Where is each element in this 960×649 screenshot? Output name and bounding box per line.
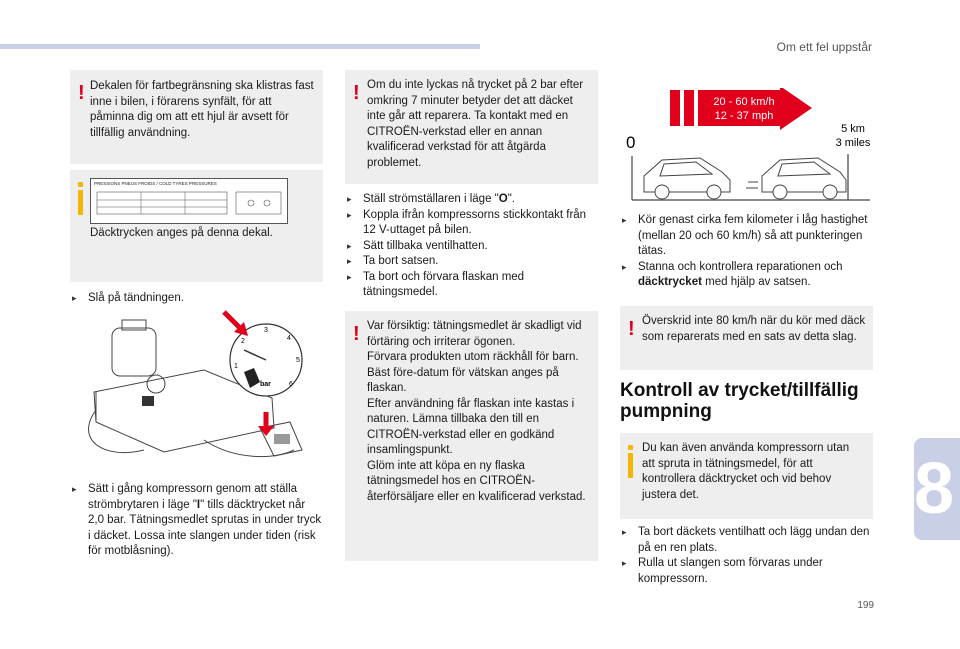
step-bold: O	[498, 193, 508, 205]
step-list-4	[620, 213, 873, 291]
gauge-tick-3: 3	[264, 327, 268, 334]
step-check	[620, 260, 873, 291]
section-title: Om ett fel uppstår	[776, 40, 872, 54]
section-heading: Kontroll av trycket/tillfällig pumpning	[620, 380, 859, 422]
step-text: Stanna och kontrollera reparationen och	[638, 260, 843, 273]
header-bar	[0, 44, 480, 49]
gauge-tick-2: 2	[241, 338, 245, 345]
drive-illustration	[622, 88, 880, 204]
info-caption: Däcktrycken anges på denna dekal.	[90, 227, 273, 239]
speed-label-kmh: 20 - 60 km/h	[713, 96, 775, 108]
info-icon	[78, 182, 83, 216]
warning-icon: !	[78, 82, 85, 104]
step-list-5	[620, 525, 873, 587]
step-bold: däcktrycket	[638, 276, 702, 288]
warning-icon: !	[353, 323, 360, 345]
step-switch-off	[345, 192, 598, 208]
distance-label-km: 5 km	[841, 123, 865, 135]
warning-icon: !	[353, 82, 360, 104]
decal-drawing	[91, 186, 289, 224]
page-number: 199	[857, 600, 874, 611]
step-text: Sätt i gång kompressorn genom att ställa strömbrytaren i läge "	[88, 483, 298, 511]
step-unroll-hose: ▸ Rulla ut slangen som förvaras under kompressorn.	[620, 556, 873, 587]
info-box-pressure-decal	[70, 170, 323, 282]
step-remove-kit: ▸ Ta bort satsen.	[345, 254, 598, 270]
info-text: Du kan även använda kompressorn utan att spruta in tätningsmedel, för att kontrollera däcktrycket och vid behov justera det.	[642, 442, 850, 501]
gauge-tick-5: 5	[296, 357, 300, 364]
warning-icon: !	[628, 318, 635, 340]
step-list-3	[345, 192, 598, 301]
chapter-tab	[914, 438, 960, 540]
warning-box-decal	[70, 70, 323, 164]
gauge-tick-4: 4	[287, 335, 291, 342]
gauge-tick-6: 6	[289, 381, 293, 388]
step-remove-valve-cap: ▸ Ta bort däckets ventilhatt och lägg undan den på en ren plats.	[620, 525, 873, 556]
warning-box-sealant	[345, 311, 598, 561]
gauge-unit: bar	[260, 381, 271, 388]
warning-box-speed	[620, 306, 873, 370]
warning-text: Dekalen för fartbegränsning ska klistras fast inne i bilen, i förarens synfält, för att påminna dig om att ett hjul är avsett för tillfällig användning.	[90, 80, 314, 139]
step-unplug: ▸ Koppla ifrån kompressorns stickkontakt från 12 V-uttaget på bilen.	[345, 208, 598, 239]
step-text: Ställ strömställaren i läge "	[363, 193, 499, 205]
chapter-number: 8	[913, 449, 954, 529]
warning-box-pressure	[345, 70, 598, 184]
warning-text: Överskrid inte 80 km/h när du kör med däck som reparerats med en sats av detta slag.	[642, 315, 866, 343]
step-text: med hjälp av satsen.	[701, 276, 811, 288]
step-ignition: ▸ Slå på tändningen.	[70, 291, 323, 307]
gauge-tick-1: 1	[234, 363, 238, 370]
distance-label-miles: 3 miles	[835, 137, 871, 149]
step-list-1	[70, 291, 323, 307]
warning-text: Om du inte lyckas nå trycket på 2 bar efter omkring 7 minuter betyder det att däcket inte går att reparera. Ta kontakt med en CITROËN-verkstad eller en annan kvalificerad verkstad för att åtgärda problemet.	[367, 79, 584, 169]
step-list-2	[70, 482, 323, 560]
warning-text: Var försiktig: tätningsmedlet är skadligt vid förtäring och irriterar ögonen. Förvara produkten utom räckhåll för barn. Bäst före-datum för vätskan anges på flaskan. Efter användning får flaskan inte kastas i naturen. Lämna tillbaka den till en CITROËN-verkstad eller en godkänd insamlingspunkt. Glöm inte att köpa en ny flaska tätningsmedel hos en CITROËN-återförsäljare eller en kvalificerad verkstad.	[367, 320, 586, 503]
info-box-compressor	[620, 433, 873, 519]
start-label: 0	[626, 133, 636, 152]
step-text: ".	[507, 193, 515, 205]
step-valve-cap: ▸ Sätt tillbaka ventilhatten.	[345, 239, 598, 255]
tyre-pressure-decal	[90, 178, 288, 224]
step-start-compressor	[70, 482, 323, 560]
step-text: " tills däcktrycket når 2,0 bar. Tätningsmedlet sprutas in under tryck i däcket. Lossa inte slangen under tiden (risk för motblåsning).	[88, 498, 322, 557]
step-bold: I	[196, 498, 201, 511]
step-store-bottle: ▸ Ta bort och förvara flaskan med tätningsmedel.	[345, 270, 598, 301]
decal-title: PRESSIONS PNEUS FROIDS / COLD TYRES PRESSURES	[94, 181, 217, 186]
info-icon	[628, 445, 633, 479]
step-drive: ▸ Kör genast cirka fem kilometer i låg hastighet (mellan 20 och 60 km/h) så att punkteringen tätas.	[620, 213, 873, 260]
speed-label-mph: 12 - 37 mph	[714, 110, 774, 122]
compressor-illustration	[84, 310, 316, 476]
